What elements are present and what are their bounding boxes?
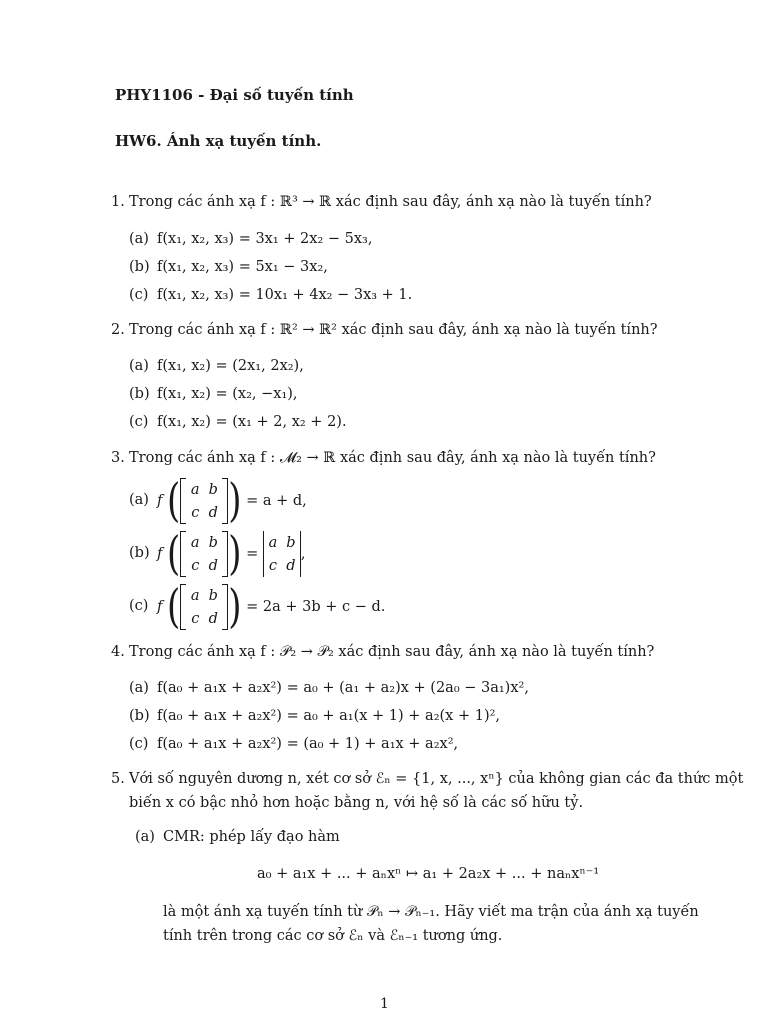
q3-item-a-label: (a) [129,492,149,508]
q1-item-a: f(x₁, x₂, x₃) = 3x₁ + 2x₂ − 5x₃, [157,231,373,247]
homework-title: HW6. Ánh xạ tuyến tính. [115,132,322,150]
matrix: a b c d [180,478,228,524]
q4-item-b: f(a₀ + a₁x + a₂x²) = a₀ + a₁(x + 1) + a₂(x + 1)², [157,708,501,724]
q2-item-b: f(x₁, x₂) = (x₂, −x₁), [157,386,298,402]
q5-part-a-text: CMR: phép lấy đạo hàm [163,829,340,845]
q5-after-line-2: tính trên trong các cơ sở ℰₙ và ℰₙ₋₁ tương ứng. [163,928,503,944]
q1-item-c: f(x₁, x₂, x₃) = 10x₁ + 4x₂ − 3x₃ + 1. [157,287,413,303]
q2-item-a-label: (a) [129,358,149,374]
q2-item-b-label: (b) [129,386,150,402]
matrix: a b c d [180,531,228,577]
determinant: a b c d [263,531,301,577]
q4-item-a-label: (a) [129,680,149,696]
q1-item-a-label: (a) [129,231,149,247]
q1-item-b: f(x₁, x₂, x₃) = 5x₁ − 3x₂, [157,259,328,275]
q2-item-c: f(x₁, x₂) = (x₁ + 2, x₂ + 2). [157,414,347,430]
q5-line-2: biến x có bậc nhỏ hơn hoặc bằng n, với hệ số là các số hữu tỷ. [129,795,584,811]
q4-item-b-label: (b) [129,708,150,724]
q5-derivative-formula: a₀ + a₁x + ... + aₙxⁿ ↦ a₁ + 2a₂x + ... + naₙxⁿ⁻¹ [257,866,600,882]
q1-number: 1. [111,194,125,210]
q5-after-line-1: là một ánh xạ tuyến tính từ 𝒫ₙ → 𝒫ₙ₋₁. Hãy viết ma trận của ánh xạ tuyến [163,904,699,920]
q3-item-a-expression: f ( a b c d ) = a + d, [157,474,307,528]
q4-item-c-label: (c) [129,736,149,752]
q5-line-1: Với số nguyên dương n, xét cơ sở ℰₙ = {1, x, ..., xⁿ} của không gian các đa thức một [129,771,744,787]
q5-part-a-label: (a) [135,829,155,845]
course-title: PHY1106 - Đại số tuyến tính [115,86,354,104]
q4-item-a: f(a₀ + a₁x + a₂x²) = a₀ + (a₁ + a₂)x + (2a₀ − 3a₁)x², [157,680,529,696]
q3-item-c-expression: f ( a b c d ) = 2a + 3b + c − d. [157,580,386,634]
matrix: a b c d [180,584,228,630]
q4-item-c: f(a₀ + a₁x + a₂x²) = (a₀ + 1) + a₁x + a₂x², [157,736,459,752]
q3-item-c-rhs: = 2a + 3b + c − d. [246,599,386,615]
q3-item-b-label: (b) [129,545,150,561]
q3-item-b-expression: f ( a b c d ) = a b c d , [157,527,306,581]
q1-item-b-label: (b) [129,259,150,275]
q4-prompt: Trong các ánh xạ f : 𝒫₂ → 𝒫₂ xác định sau đây, ánh xạ nào là tuyến tính? [129,644,655,660]
q2-number: 2. [111,322,125,338]
q1-prompt: Trong các ánh xạ f : ℝ³ → ℝ xác định sau đây, ánh xạ nào là tuyến tính? [129,194,652,210]
q3-item-c-label: (c) [129,598,149,614]
q4-number: 4. [111,644,125,660]
q2-item-a: f(x₁, x₂) = (2x₁, 2x₂), [157,358,304,374]
q5-number: 5. [111,771,125,787]
q3-prompt: Trong các ánh xạ f : 𝓜₂ → ℝ xác định sau đây, ánh xạ nào là tuyến tính? [129,450,656,466]
page-number: 1 [380,996,389,1012]
q1-item-c-label: (c) [129,287,149,303]
q2-item-c-label: (c) [129,414,149,430]
q3-number: 3. [111,450,125,466]
q3-item-a-rhs: = a + d, [246,493,307,509]
q2-prompt: Trong các ánh xạ f : ℝ² → ℝ² xác định sau đây, ánh xạ nào là tuyến tính? [129,322,658,338]
